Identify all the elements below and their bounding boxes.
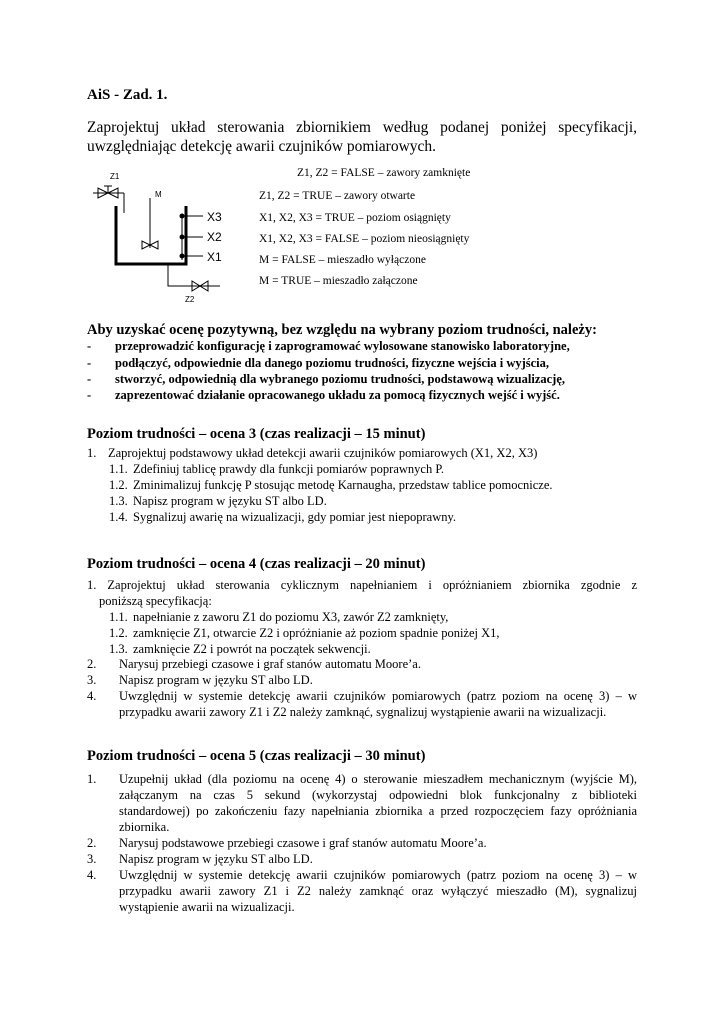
level4-subitem: 1.1. napełnianie z zaworu Z1 do poziomu X3, zawór Z2 zamknięty, bbox=[109, 610, 449, 624]
level5-heading: Poziom trudności – ocena 5 (czas realizacji – 30 minut) bbox=[87, 748, 426, 764]
level4-item-1-line1: 1. Zaprojektuj układ sterowania cyklicznym napełnianiem i opróżnianiem zbiornika zgodnie z bbox=[87, 578, 637, 592]
level5-item-4-line: wystąpienie awarii na wizualizacji. bbox=[119, 900, 295, 914]
page-title: AiS - Zad. 1. bbox=[87, 87, 168, 103]
intro-line-2: uwzględniając detekcję awarii czujników pomiarowych. bbox=[87, 138, 437, 155]
level4-item-1-line2: poniższą specyfikacją: bbox=[99, 594, 212, 608]
tank-walls bbox=[116, 206, 186, 264]
spec-line: Z1, Z2 = TRUE – zawory otwarte bbox=[259, 190, 416, 202]
level4-item-3: 3. Napisz program w języku ST albo LD. bbox=[87, 673, 313, 687]
level4-item-2: 2. Narysuj przebiegi czasowe i graf stanów automatu Moore’a. bbox=[87, 657, 421, 671]
level3-subitem: 1.1. Zdefiniuj tablicę prawdy dla funkcji pomiarów poprawnych P. bbox=[109, 462, 445, 476]
intro-line-1: Zaprojektuj układ sterowania zbiornikiem według podanej poniżej specyfikacji, bbox=[87, 119, 637, 136]
sensor-x2-icon bbox=[180, 235, 185, 240]
requirements-heading: Aby uzyskać ocenę pozytywną, bez względu na wybrany poziom trudności, należy: bbox=[87, 322, 597, 338]
sensor-x3-icon bbox=[180, 214, 185, 219]
requirement-item: - przeprowadzić konfigurację i zaprogramować wylosowane stanowisko laboratoryjne, bbox=[87, 339, 570, 353]
sensor-x1-icon bbox=[180, 254, 185, 259]
level3-item-1: 1. Zaprojektuj podstawowy układ detekcji awarii czujników pomiarowych (X1, X2, X3) bbox=[87, 446, 538, 460]
level4-item-4-line2: przypadku awarii zawory Z1 i Z2 należy zamknąć, sygnalizuj wystąpienie awarii na wizualizacji. bbox=[119, 705, 607, 719]
label-m: M bbox=[155, 190, 162, 199]
level5-item-4-line: przypadku awarii zawory Z1 i Z2 należy zamknąć oraz wyłączyć mieszadło (M), sygnalizuj bbox=[119, 884, 637, 898]
spec-line: M = FALSE – mieszadło wyłączone bbox=[259, 254, 426, 266]
bullet-dash: - bbox=[87, 388, 92, 402]
requirement-item: - stworzyć, odpowiednią dla wybranego poziomu trudności, podstawową wizualizację, bbox=[87, 372, 566, 386]
level5-item-1-line: załączanym na czas 5 sekund (wykorzystaj odpowiedni blok funkcjonalny z biblioteki bbox=[119, 788, 637, 802]
level4-subitem: 1.3. zamknięcie Z2 i powrót na początek sekwencji. bbox=[109, 642, 371, 656]
level4-subitem: 1.2. zamknięcie Z1, otwarcie Z2 i opróżnianie aż poziom spadnie poniżej X1, bbox=[109, 626, 500, 640]
spec-line: M = TRUE – mieszadło załączone bbox=[259, 275, 418, 287]
requirement-item: - zaprezentować działanie opracowanego układu za pomocą fizycznych wejść i wyjść. bbox=[87, 388, 560, 402]
level3-subitem: 1.4. Sygnalizuj awarię na wizualizacji, gdy pomiar jest niepoprawny. bbox=[109, 510, 457, 524]
spec-line: Z1, Z2 = FALSE – zawory zamknięte bbox=[297, 167, 471, 179]
spec-line: X1, X2, X3 = FALSE – poziom nieosiągnięty bbox=[259, 233, 470, 245]
level3-subitem: 1.3. Napisz program w języku ST albo LD. bbox=[109, 494, 327, 508]
bullet-dash: - bbox=[87, 339, 92, 353]
label-x2: X2 bbox=[207, 230, 222, 244]
level5-item-3: 3. Napisz program w języku ST albo LD. bbox=[87, 852, 313, 866]
label-z2: Z2 bbox=[185, 295, 195, 304]
tank-diagram bbox=[88, 168, 248, 308]
level5-item-1-line: standardowej) po zakończeniu fazy napełniania zbiornika a przed rozpoczęciem fazy opróżniania bbox=[119, 804, 637, 818]
level5-item-4-num: 4. bbox=[87, 868, 97, 882]
level4-heading: Poziom trudności – ocena 4 (czas realizacji – 20 minut) bbox=[87, 556, 426, 572]
level3-heading: Poziom trudności – ocena 3 (czas realizacji – 15 minut) bbox=[87, 426, 426, 442]
spec-line: X1, X2, X3 = TRUE – poziom osiągnięty bbox=[259, 212, 451, 224]
level5-item-1-num: 1. bbox=[87, 772, 97, 786]
bullet-dash: - bbox=[87, 356, 92, 370]
level4-item-4-line1: Uwzględnij w systemie detekcję awarii czujników pomiarowych (patrz poziom na ocenę 3) – w bbox=[119, 689, 637, 703]
level5-item-1-line: Uzupełnij układ (dla poziomu na ocenę 4) o sterowanie mieszadłem mechanicznym (wyjście M), bbox=[119, 772, 637, 786]
bullet-dash: - bbox=[87, 372, 92, 386]
label-x3: X3 bbox=[207, 210, 222, 224]
level5-item-1-line: zbiornika. bbox=[119, 820, 170, 834]
level5-item-2: 2. Narysuj podstawowe przebiegi czasowe i graf stanów automatu Moore’a. bbox=[87, 836, 487, 850]
level5-item-4-line: Uwzględnij w systemie detekcję awarii czujników pomiarowych (patrz poziom na ocenę 3) – w bbox=[119, 868, 637, 882]
requirement-item: - podłączyć, odpowiednie dla danego poziomu trudności, fizyczne wejścia i wyjścia, bbox=[87, 356, 550, 370]
label-z1: Z1 bbox=[110, 172, 120, 181]
level3-subitem: 1.2. Zminimalizuj funkcję P stosując metodę Karnaugha, przedstaw tablice pomocnicze. bbox=[109, 478, 553, 492]
level4-item-4: 4. bbox=[87, 689, 97, 703]
label-x1: X1 bbox=[207, 250, 222, 264]
